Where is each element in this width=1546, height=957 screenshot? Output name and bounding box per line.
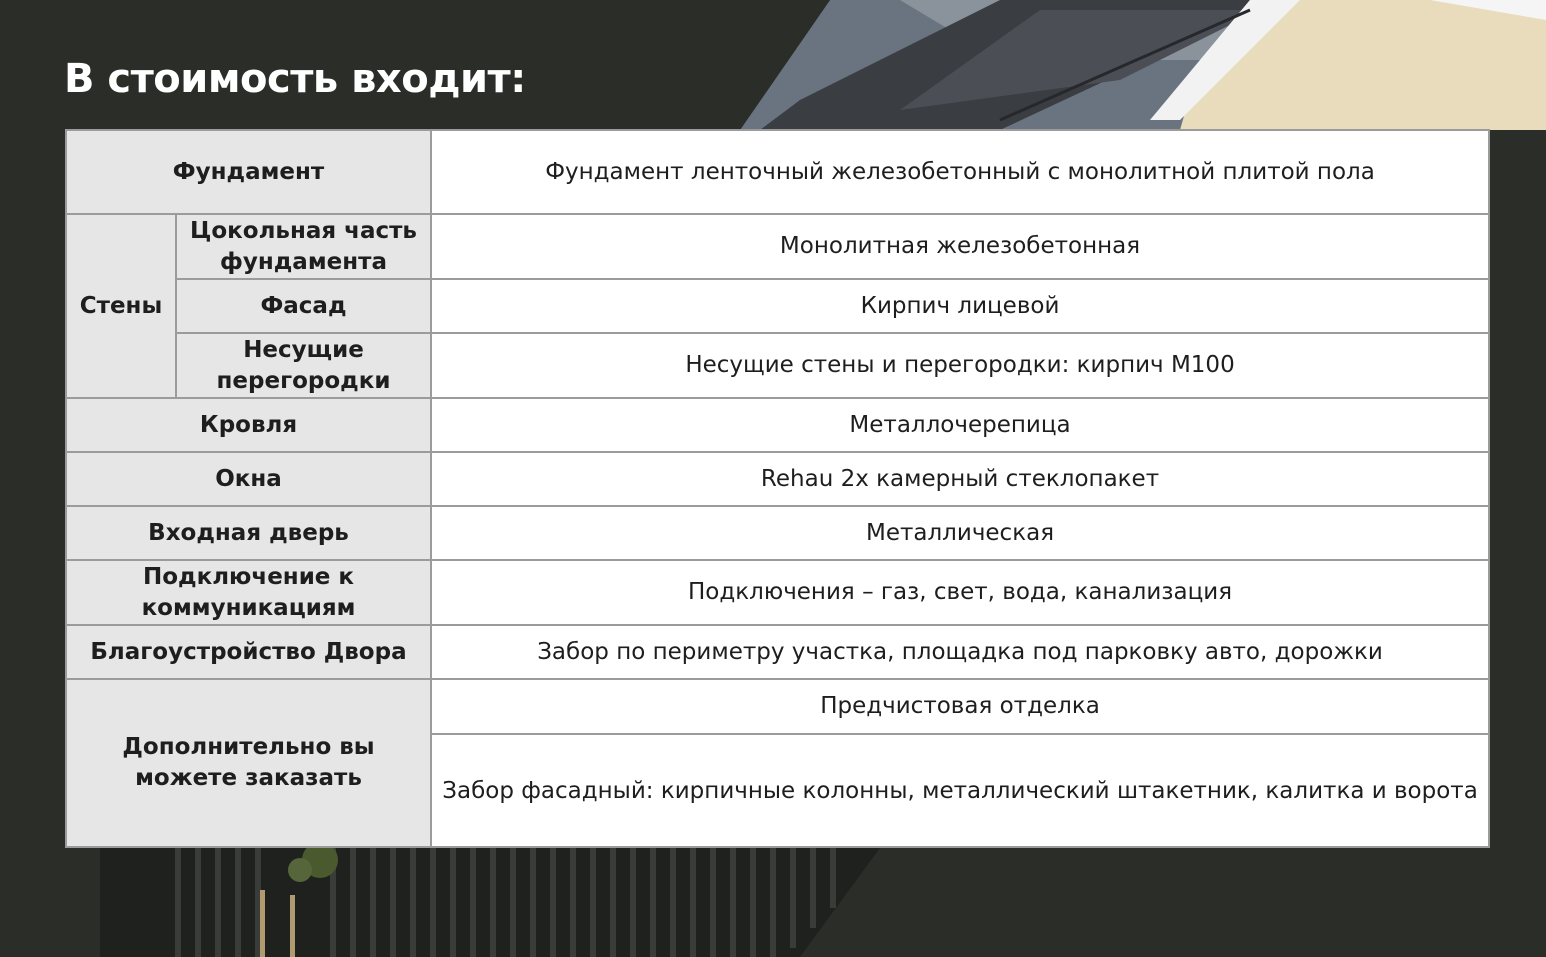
table-row — [66, 214, 1489, 279]
row-label: Дополнительно вы можете заказать — [66, 679, 431, 847]
row-sublabel: Несущие перегородки — [176, 333, 431, 398]
row-value: Металлическая — [431, 506, 1489, 560]
row-value: Кирпич лицевой — [431, 279, 1489, 333]
row-value: Фундамент ленточный железобетонный с монолитной плитой пола — [431, 130, 1489, 214]
row-value: Забор по периметру участка, площадка под парковку авто, дорожки — [431, 625, 1489, 679]
row-value: Забор фасадный: кирпичные колонны, металлический штакетник, калитка и ворота — [431, 734, 1489, 847]
row-label: Благоустройство Двора — [66, 625, 431, 679]
row-sublabel: Цокольная часть фундамента — [176, 214, 431, 279]
row-value: Монолитная железобетонная — [431, 214, 1489, 279]
table-row — [66, 679, 1489, 734]
table-row — [66, 333, 1489, 398]
row-label: Подключение к коммуникациям — [66, 560, 431, 625]
table-row — [66, 398, 1489, 452]
table-row — [66, 130, 1489, 214]
row-label: Окна — [66, 452, 431, 506]
row-label: Входная дверь — [66, 506, 431, 560]
table-row — [66, 452, 1489, 506]
table-row — [66, 625, 1489, 679]
table-row — [66, 560, 1489, 625]
row-value: Подключения – газ, свет, вода, канализация — [431, 560, 1489, 625]
row-value: Несущие стены и перегородки: кирпич М100 — [431, 333, 1489, 398]
row-label: Кровля — [66, 398, 431, 452]
table-row — [66, 506, 1489, 560]
page-title: В стоимость входит: — [64, 56, 526, 102]
row-label: Фундамент — [66, 130, 431, 214]
table-row — [66, 279, 1489, 333]
row-value: Rehau 2x камерный стеклопакет — [431, 452, 1489, 506]
row-value: Предчистовая отделка — [431, 679, 1489, 734]
row-sublabel: Фасад — [176, 279, 431, 333]
row-value: Металлочерепица — [431, 398, 1489, 452]
spec-table — [65, 129, 1490, 848]
row-group-label: Стены — [66, 214, 176, 398]
